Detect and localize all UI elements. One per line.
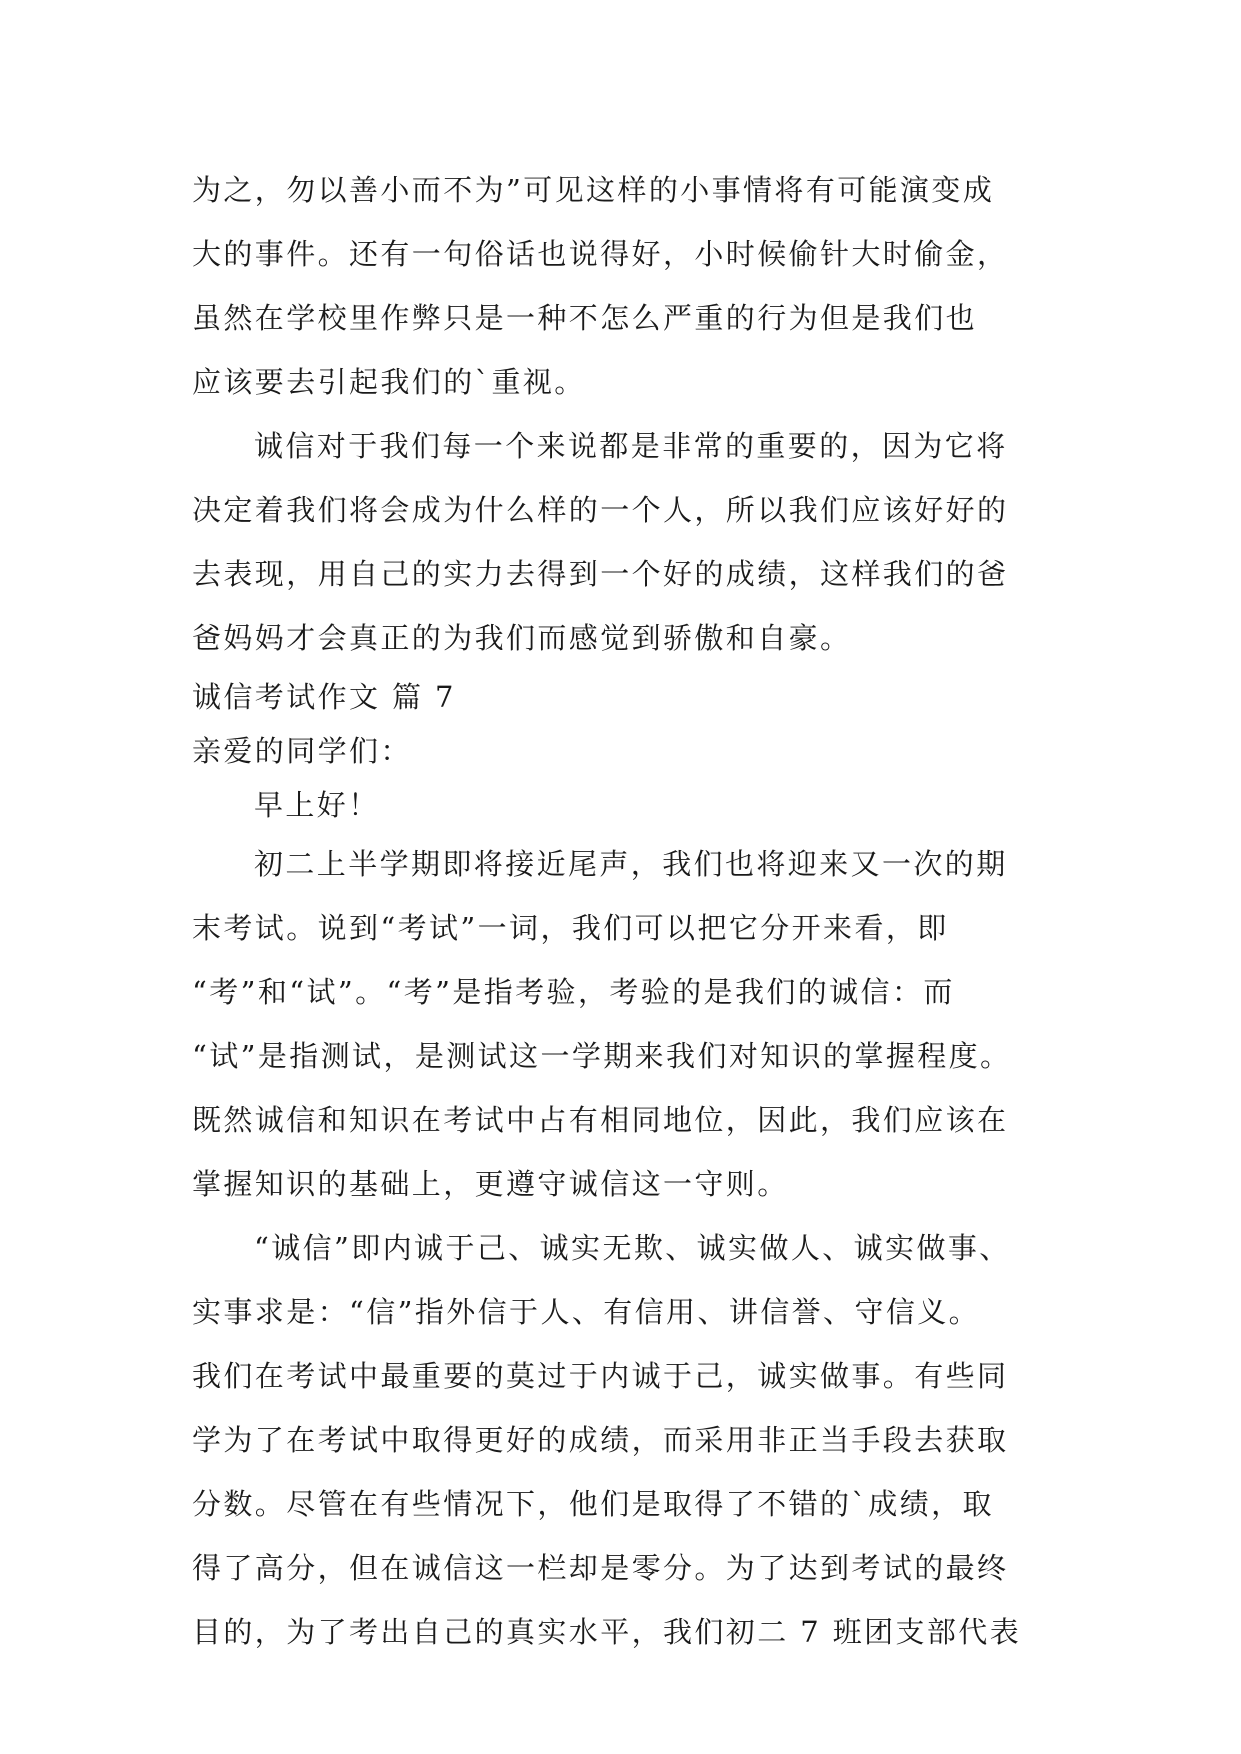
text-line: “试”是指测试，是测试这一学期来我们对知识的掌握程度。 [192,1039,1012,1073]
text-line: 末考试。说到“考试”一词，我们可以把它分开来看，即 [192,911,949,945]
text-line: 我们在考试中最重要的莫过于内诚于己，诚实做事。有些同 [192,1359,1009,1393]
text-line: 掌握知识的基础上，更遵守诚信这一守则。 [192,1167,789,1201]
text-line: 应该要去引起我们的`重视。 [192,365,586,399]
text-line: 决定着我们将会成为什么样的一个人，所以我们应该好好的 [192,493,1009,527]
paragraph-first-line: “诚信”即内诚于己、诚实无欺、诚实做人、诚实做事、 [254,1231,1011,1265]
text-line: 去表现，用自己的实力去得到一个好的成绩，这样我们的爸 [192,557,1009,591]
text-line: 为之，勿以善小而不为”可见这样的小事情将有可能演变成 [192,173,995,207]
paragraph-first-line: 诚信对于我们每一个来说都是非常的重要的，因为它将 [254,429,1008,463]
greeting: 早上好！ [254,788,380,822]
section-heading: 诚信考试作文 篇 7 [192,680,456,714]
text-line: 实事求是：“信”指外信于人、有信用、讲信誉、守信义。 [192,1295,981,1329]
salutation: 亲爱的同学们： [192,734,412,768]
text-line: “考”和“试”。“考”是指考验，考验的是我们的诚信：而 [192,975,955,1009]
text-line: 爸妈妈才会真正的为我们而感觉到骄傲和自豪。 [192,621,852,655]
text-line: 既然诚信和知识在考试中占有相同地位，因此，我们应该在 [192,1103,1009,1137]
text-line: 得了高分，但在诚信这一栏却是零分。为了达到考试的最终 [192,1551,1009,1585]
text-line: 大的事件。还有一句俗话也说得好，小时候偷针大时偷金， [192,237,1009,271]
paragraph-first-line: 初二上半学期即将接近尾声，我们也将迎来又一次的期 [254,847,1008,881]
document-body [192,158,1052,1664]
text-line: 目的，为了考出自己的真实水平，我们初二 7 班团支部代表 [192,1615,1022,1649]
text-line: 学为了在考试中取得更好的成绩，而采用非正当手段去获取 [192,1423,1009,1457]
text-line: 分数。尽管在有些情况下，他们是取得了不错的`成绩，取 [192,1487,994,1521]
text-line: 虽然在学校里作弊只是一种不怎么严重的行为但是我们也 [192,301,978,335]
